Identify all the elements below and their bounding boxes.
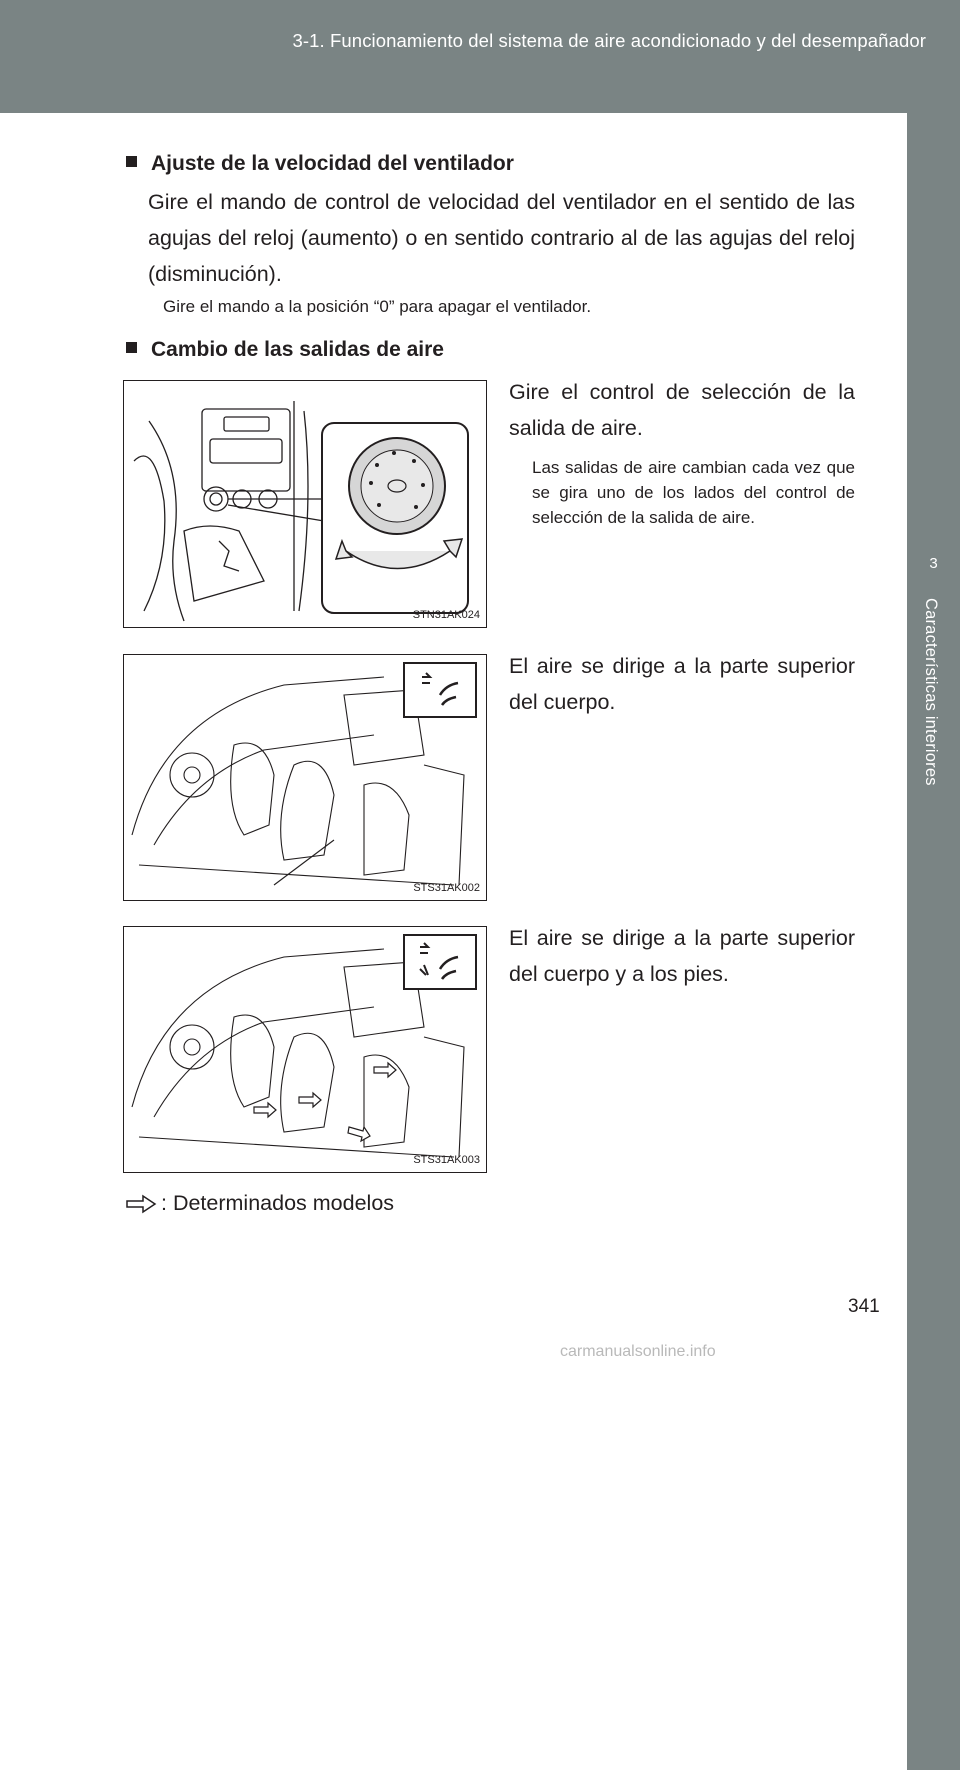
fig1-note: Las salidas de aire cambian cada vez que se gira uno de los lados del control de selección de la salida de aire. xyxy=(532,458,855,527)
page-number: 341 xyxy=(848,1296,880,1317)
fan-heading: Ajuste de la velocidad del ventilador xyxy=(126,152,514,176)
figure-code: STN31AK024 xyxy=(412,609,480,621)
fig3-text: El aire se dirige a la parte superior del cuerpo y a los pies. xyxy=(509,926,855,986)
side-tab-number: 3 xyxy=(929,555,938,572)
figure-upper-body xyxy=(123,654,487,901)
outlets-heading: Cambio de las salidas de aire xyxy=(126,338,444,362)
header-title: 3-1. Funcionamiento del sistema de aire acondicionado y del desempañador xyxy=(292,30,926,51)
fan-body: Gire el mando de control de velocidad del ventilador en el sentido de las agujas del reloj (aumento) o en sentido contrario al de las agujas del reloj (disminución). xyxy=(148,190,855,286)
figure-upper-body-feet xyxy=(123,926,487,1173)
outlet-arrow-icon xyxy=(125,1194,157,1214)
dashboard-illustration xyxy=(124,381,486,627)
side-tab-top xyxy=(907,113,960,530)
page-header xyxy=(0,0,960,113)
figure-code: STS31AK002 xyxy=(413,882,480,894)
fig1-text: Gire el control de selección de la salida de aire. xyxy=(509,380,855,440)
bullet-square-icon xyxy=(126,342,137,353)
bullet-square-icon xyxy=(126,156,137,167)
cabin-illustration xyxy=(124,927,486,1172)
cabin-illustration xyxy=(124,655,486,900)
watermark: carmanualsonline.info xyxy=(560,1343,716,1360)
figure-code: STS31AK003 xyxy=(413,1154,480,1166)
figure-control-dial xyxy=(123,380,487,628)
footnote: : Determinados modelos xyxy=(125,1191,394,1216)
side-tab-label: Características interiores xyxy=(922,598,940,786)
fig2-text: El aire se dirige a la parte superior del cuerpo. xyxy=(509,654,855,714)
fan-note: Gire el mando a la posición “0” para apagar el ventilador. xyxy=(163,297,592,316)
